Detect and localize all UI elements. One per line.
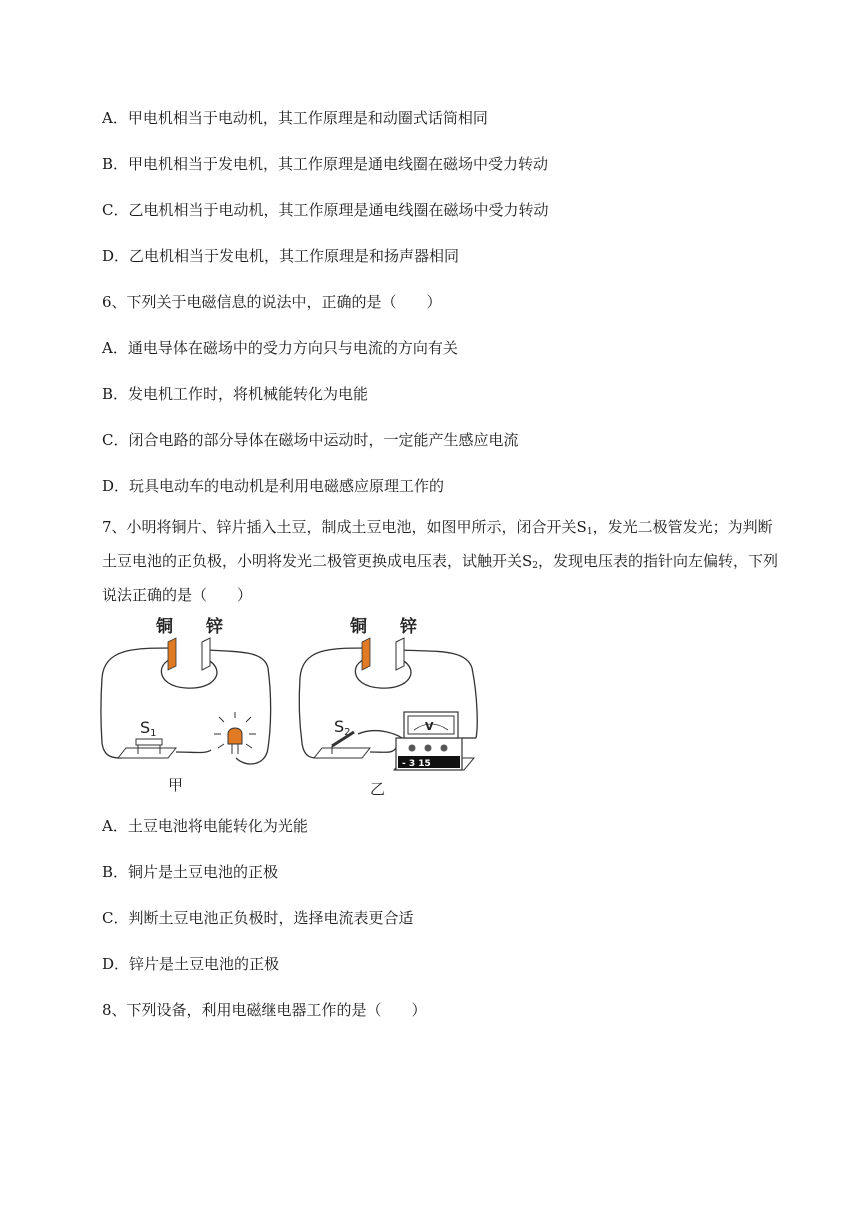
q6-option-a: A．通电导体在磁场中的受力方向只与电流的方向有关 xyxy=(102,339,458,357)
copper-label-right: 铜 xyxy=(350,617,367,637)
copper-plate-left xyxy=(168,638,176,670)
q7-stem: 7、小明将铜片、锌片插入土豆，制成土豆电池，如图甲所示，闭合开关$S_1$，发光二极管发光；为判断土豆电池的正负极，小明将发光二极管更换成电压表，试触开关$S_2$，发现电压表的指针向左偏转，下列说法正确的是（ ） xyxy=(102,518,779,604)
copper-plate-right xyxy=(362,638,370,670)
switch-s2 xyxy=(314,748,370,758)
q5-option-c: C．乙电机相当于电动机，其工作原理是通电线圈在磁场中受力转动 xyxy=(102,201,549,219)
led-icon xyxy=(214,712,256,754)
q7-option-b: B．铜片是土豆电池的正极 xyxy=(102,863,279,881)
switch-s1-label: S1 xyxy=(140,718,157,739)
circuit-yi xyxy=(299,616,477,798)
zinc-label-right: 锌 xyxy=(400,617,417,637)
q5-option-b: B．甲电机相当于发电机，其工作原理是通电线圈在磁场中受力转动 xyxy=(102,155,549,173)
q7-option-a: A．土豆电池将电能转化为光能 xyxy=(102,817,308,835)
zinc-plate-right xyxy=(396,638,404,670)
q8-stem: 8、下列设备，利用电磁继电器工作的是（ ） xyxy=(102,1001,427,1019)
q6-stem: 6、下列关于电磁信息的说法中，正确的是（ ） xyxy=(102,293,442,311)
zinc-label-left: 锌 xyxy=(206,617,223,637)
svg-text:- 3 15: - 3 15 xyxy=(402,759,431,769)
switch-s2-label: S2 xyxy=(334,717,351,738)
switch-s1 xyxy=(118,748,176,758)
voltmeter-icon xyxy=(394,712,474,770)
q5-option-d: D．乙电机相当于发电机，其工作原理是和扬声器相同 xyxy=(102,247,460,265)
q7-option-d: D．锌片是土豆电池的正极 xyxy=(102,955,280,973)
caption-yi: 乙 xyxy=(370,780,386,798)
caption-jia: 甲 xyxy=(168,776,184,794)
q6-option-d: D．玩具电动车的电动机是利用电磁感应原理工作的 xyxy=(102,477,445,495)
zinc-plate-left xyxy=(202,638,210,670)
copper-label-left: 铜 xyxy=(156,617,173,637)
circuit-jia xyxy=(101,616,271,794)
q6-option-c: C．闭合电路的部分导体在磁场中运动时，一定能产生感应电流 xyxy=(102,431,519,449)
q7-option-c: C．判断土豆电池正负极时，选择电流表更合适 xyxy=(102,909,414,927)
q5-option-a: A．甲电机相当于电动机，其工作原理是和动圈式话筒相同 xyxy=(102,109,488,127)
q6-option-b: B．发电机工作时，将机械能转化为电能 xyxy=(102,385,369,403)
potato-battery-figure xyxy=(96,608,486,808)
svg-text:V: V xyxy=(425,720,434,733)
